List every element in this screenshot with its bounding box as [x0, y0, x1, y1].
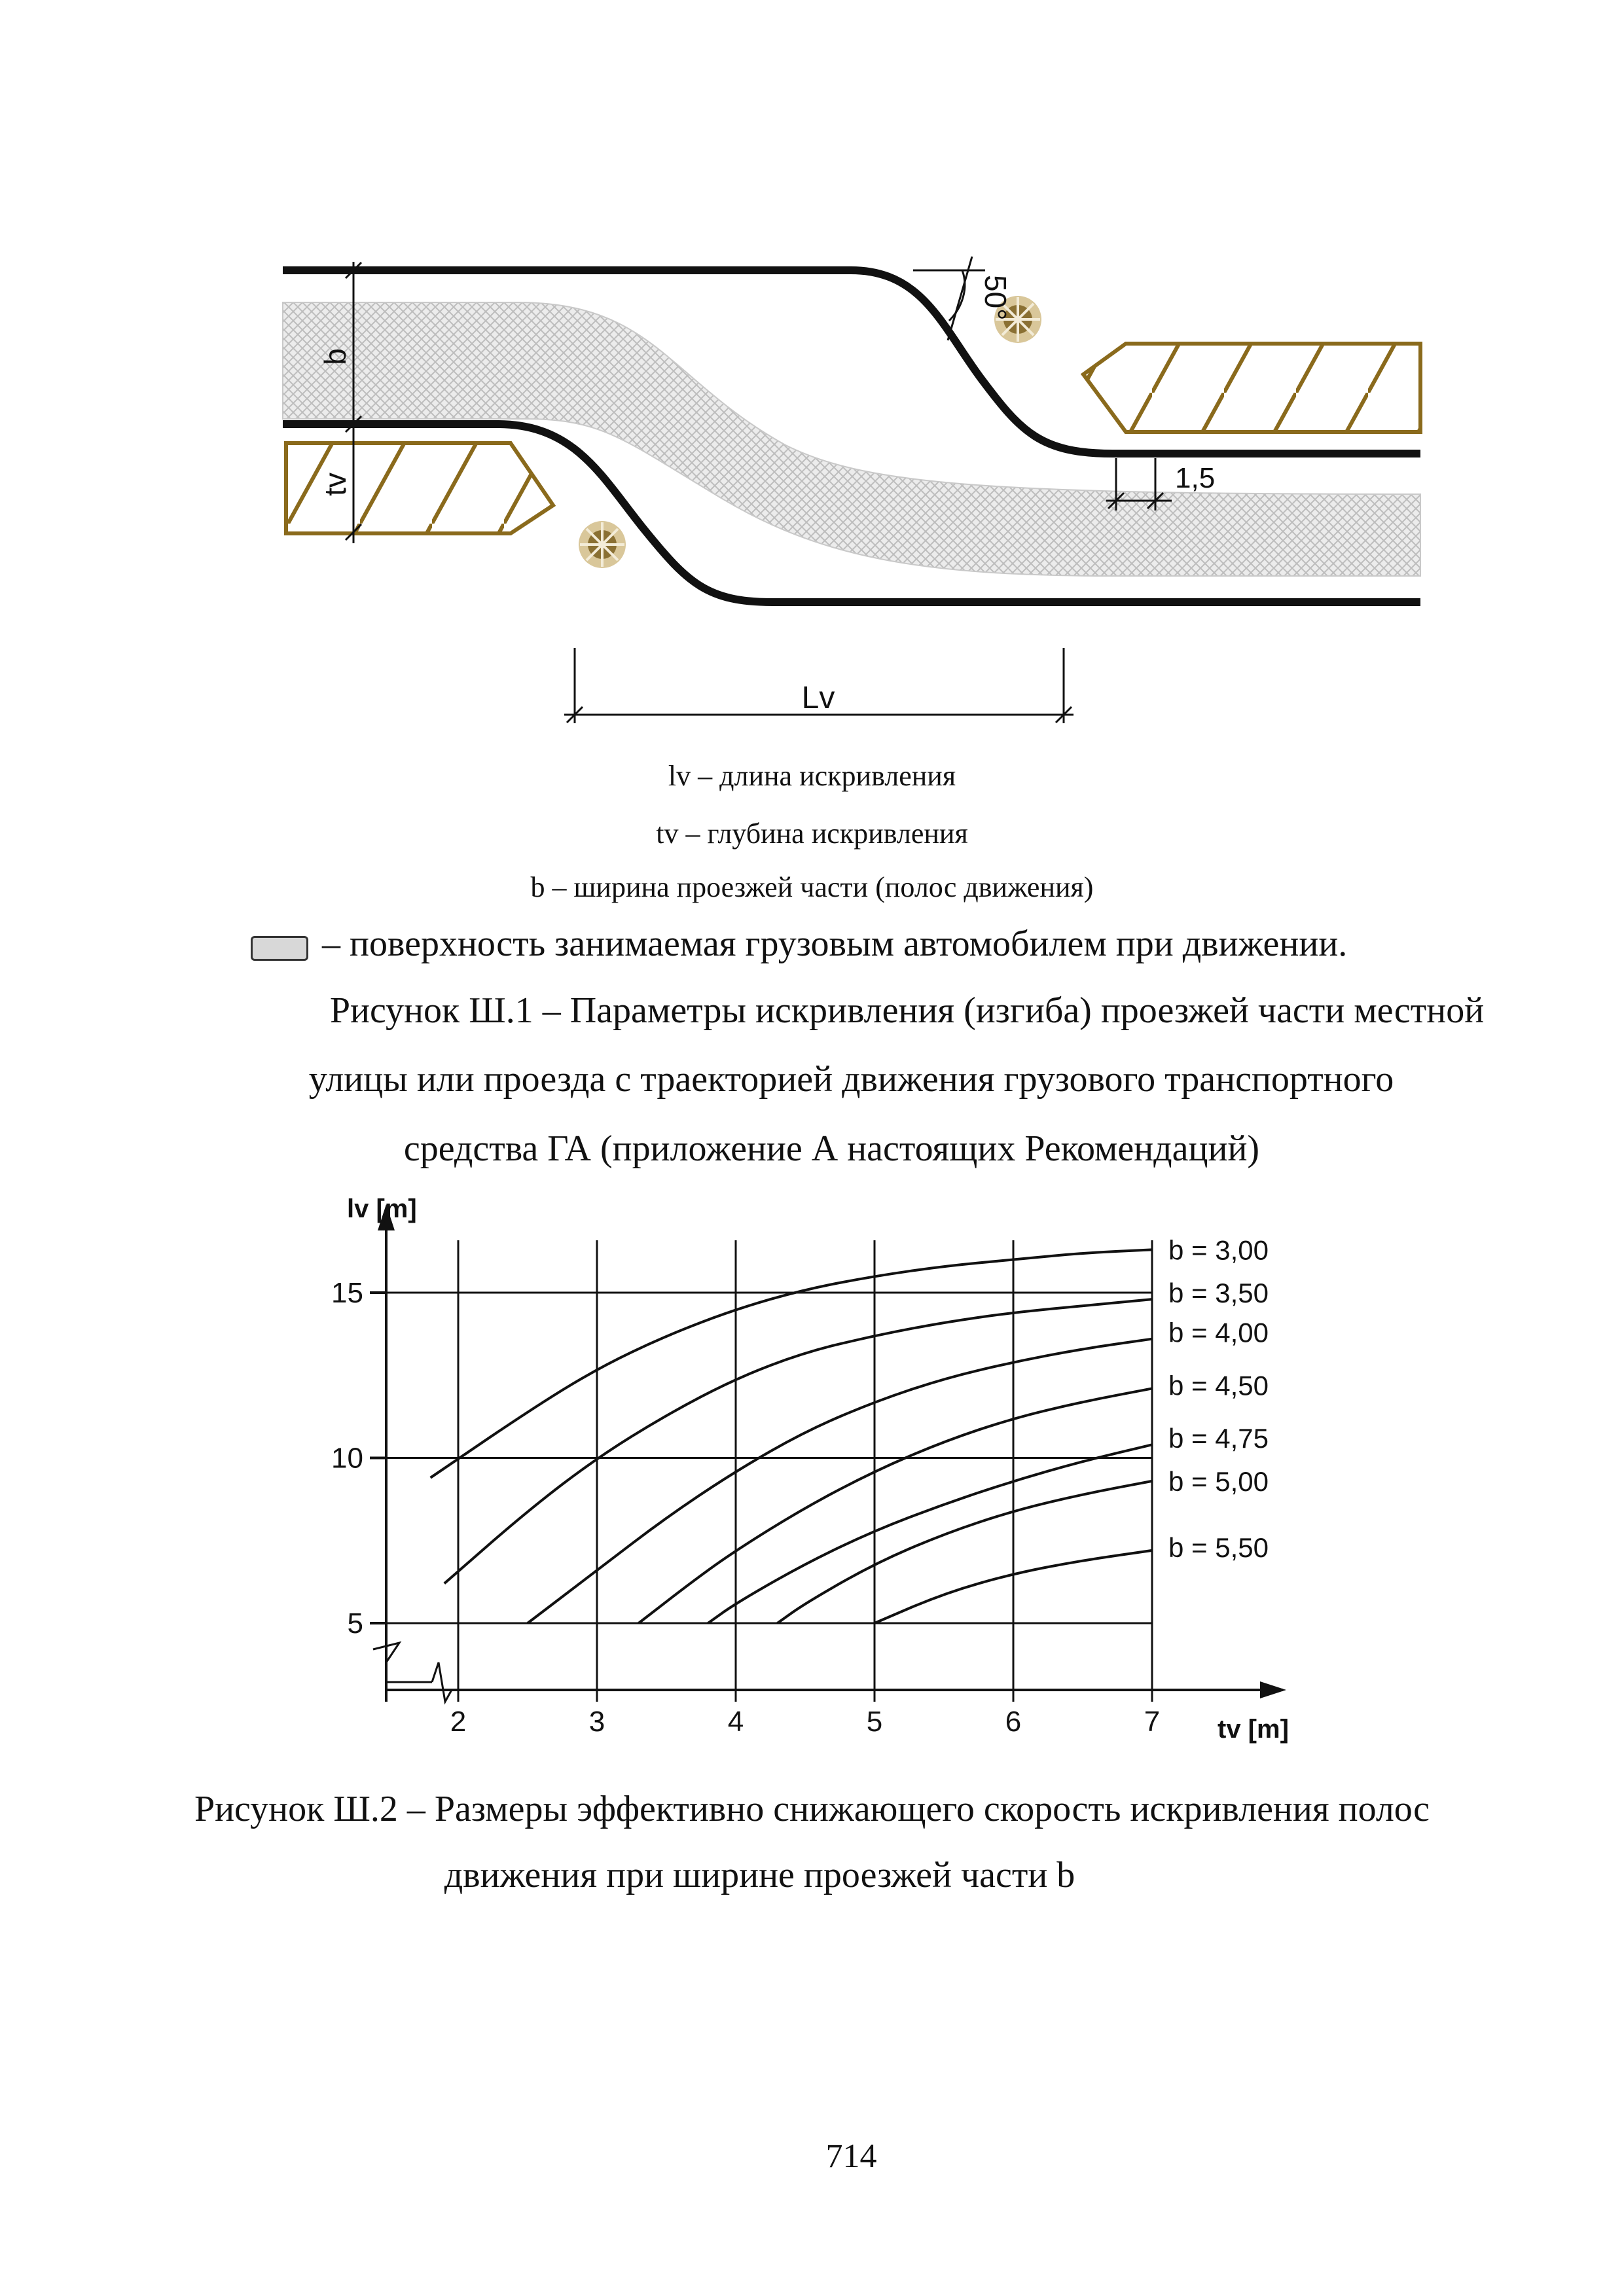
series-line-4 — [708, 1444, 1152, 1623]
series-line-3 — [639, 1388, 1152, 1623]
x-tick-label: 7 — [1144, 1706, 1161, 1738]
dim-lv-label: Lv — [801, 681, 835, 715]
tree-icon — [579, 521, 626, 568]
figure1-caption-line3: средства ГА (приложение А настоящих Рекомендаций) — [403, 1128, 1260, 1169]
figure2-caption-line2: движения при ширине проезжей части b — [444, 1855, 1075, 1895]
y-tick-label: 5 — [347, 1607, 363, 1640]
x-tick-label: 5 — [866, 1706, 883, 1738]
legend-label-2: b = 4,00 — [1168, 1317, 1269, 1348]
axis-break-x — [432, 1662, 452, 1702]
series-line-0 — [431, 1249, 1152, 1477]
figure2-caption-line1: Рисунок Ш.2 – Размеры эффективно снижающего скорость искривления полос — [194, 1789, 1430, 1829]
y-tick-label: 15 — [331, 1277, 363, 1309]
legend-label-5: b = 5,00 — [1168, 1465, 1269, 1497]
legend-label-6: b = 5,50 — [1168, 1532, 1269, 1563]
x-tick-label: 2 — [450, 1706, 467, 1738]
x-tick-label: 4 — [727, 1706, 744, 1738]
series-line-1 — [444, 1299, 1152, 1583]
y-axis-label: lv [m] — [347, 1194, 417, 1223]
series-line-2 — [528, 1339, 1152, 1623]
surface-legend-text: – поверхность занимаемая грузовым автомобилем при движении. — [322, 924, 1348, 964]
legend-lv: lv – длина искривления — [668, 760, 956, 792]
road-diagram — [0, 0, 1624, 753]
x-tick-label: 3 — [588, 1706, 605, 1738]
legend-label-3: b = 4,50 — [1168, 1370, 1269, 1401]
figure1-caption-line1: Рисунок Ш.1 – Параметры искривления (изгиба) проезжей части местной — [329, 990, 1485, 1031]
curb-island-right — [1083, 344, 1420, 432]
legend-b: b – ширина проезжей части (полос движения) — [530, 871, 1094, 903]
x-tick-label: 6 — [1005, 1706, 1022, 1738]
y-tick-label: 10 — [331, 1442, 363, 1475]
legend-label-0: b = 3,00 — [1168, 1234, 1269, 1266]
legend-tv: tv – глубина искривления — [656, 817, 968, 850]
chart-lv-tv — [0, 1178, 1624, 1767]
legend-label-1: b = 3,50 — [1168, 1278, 1269, 1308]
x-axis-arrow — [1260, 1681, 1286, 1698]
gap-label: 1,5 — [1175, 462, 1216, 494]
dim-b-label: b — [318, 348, 352, 365]
surface-swatch — [251, 936, 308, 961]
legend-label-4: b = 4,75 — [1168, 1423, 1269, 1454]
dim-tv-label: tv — [318, 473, 352, 496]
figure1-caption-line2: улицы или проезда с траекторией движения грузового транспортного — [308, 1059, 1394, 1100]
page-number: 714 — [825, 2138, 877, 2175]
axis-break-y — [373, 1643, 432, 1682]
angle-label: 50° — [979, 275, 1013, 321]
series-line-5 — [778, 1481, 1152, 1623]
x-axis-label: tv [m] — [1218, 1715, 1289, 1744]
